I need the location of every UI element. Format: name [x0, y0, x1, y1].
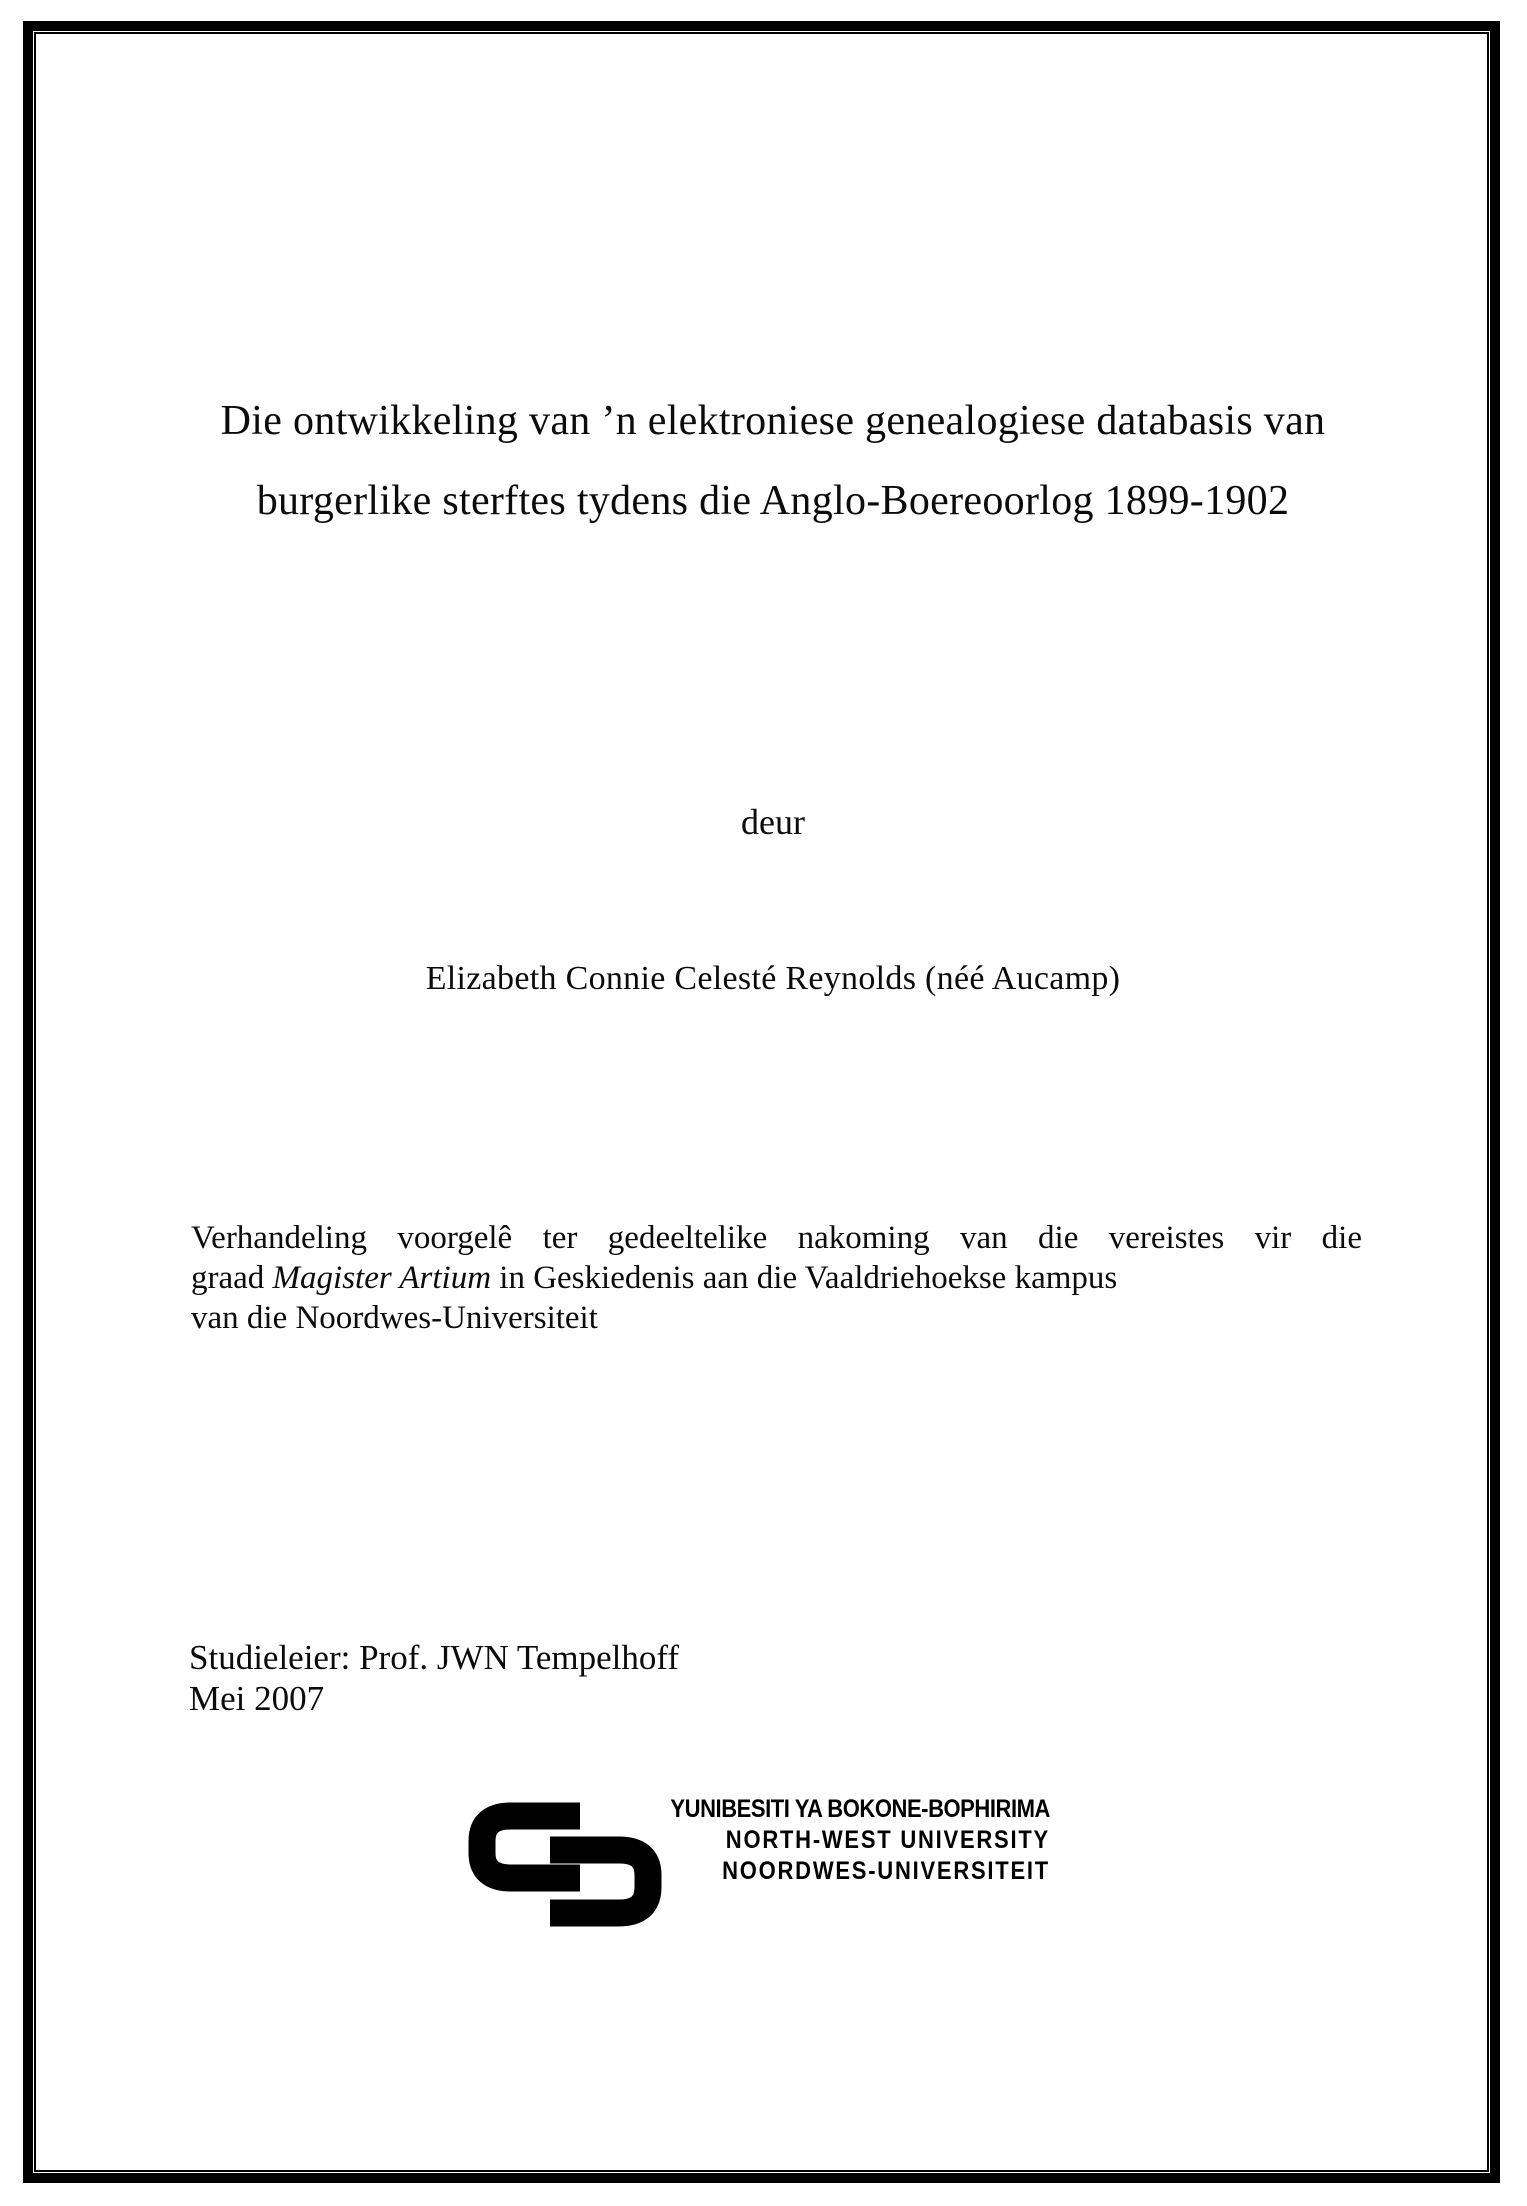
nwu-logo-line-english: NORTH-WEST UNIVERSITY [725, 1826, 1050, 1854]
statement-line-1: Verhandeling voorgelê ter gedeeltelike nakoming van die vereistes vir die [191, 1220, 1362, 1256]
nwu-logo-line-afrikaans: NOORDWES-UNIVERSITEIT [722, 1857, 1050, 1885]
supervisor-line: Studieleier: Prof. JWN Tempelhoff [189, 1638, 680, 1677]
statement-line-2-suffix: in Geskiedenis aan die Vaaldriehoekse kampus [491, 1260, 1118, 1296]
date-line: Mei 2007 [189, 1679, 325, 1718]
statement-line-2-prefix: graad [191, 1260, 273, 1296]
nwu-interlocked-links-icon [455, 1795, 665, 1935]
submission-statement [191, 1218, 1362, 1338]
statement-line-2 [191, 1258, 1362, 1298]
supervisor-block [189, 1637, 1360, 1719]
thesis-title [46, 381, 1500, 541]
nwu-logo-line-setswana: YUNIBESITI YA BOKONE-BOPHIRIMA [670, 1795, 1050, 1823]
degree-name-italic: Magister Artium [272, 1260, 492, 1296]
statement-line-3: van die Noordwes-Universiteit [191, 1300, 598, 1336]
thesis-title-line-1: Die ontwikkeling van ’n elektroniese genealogiese databasis van [220, 398, 1326, 444]
author-name: Elizabeth Connie Celesté Reynolds (néé Aucamp) [425, 960, 1121, 997]
nwu-logo-wordmark [645, 1794, 1050, 1887]
byline-deur: deur [741, 802, 805, 842]
thesis-title-line-2: burgerlike sterftes tydens die Anglo-Boereoorlog 1899-1902 [256, 478, 1290, 524]
